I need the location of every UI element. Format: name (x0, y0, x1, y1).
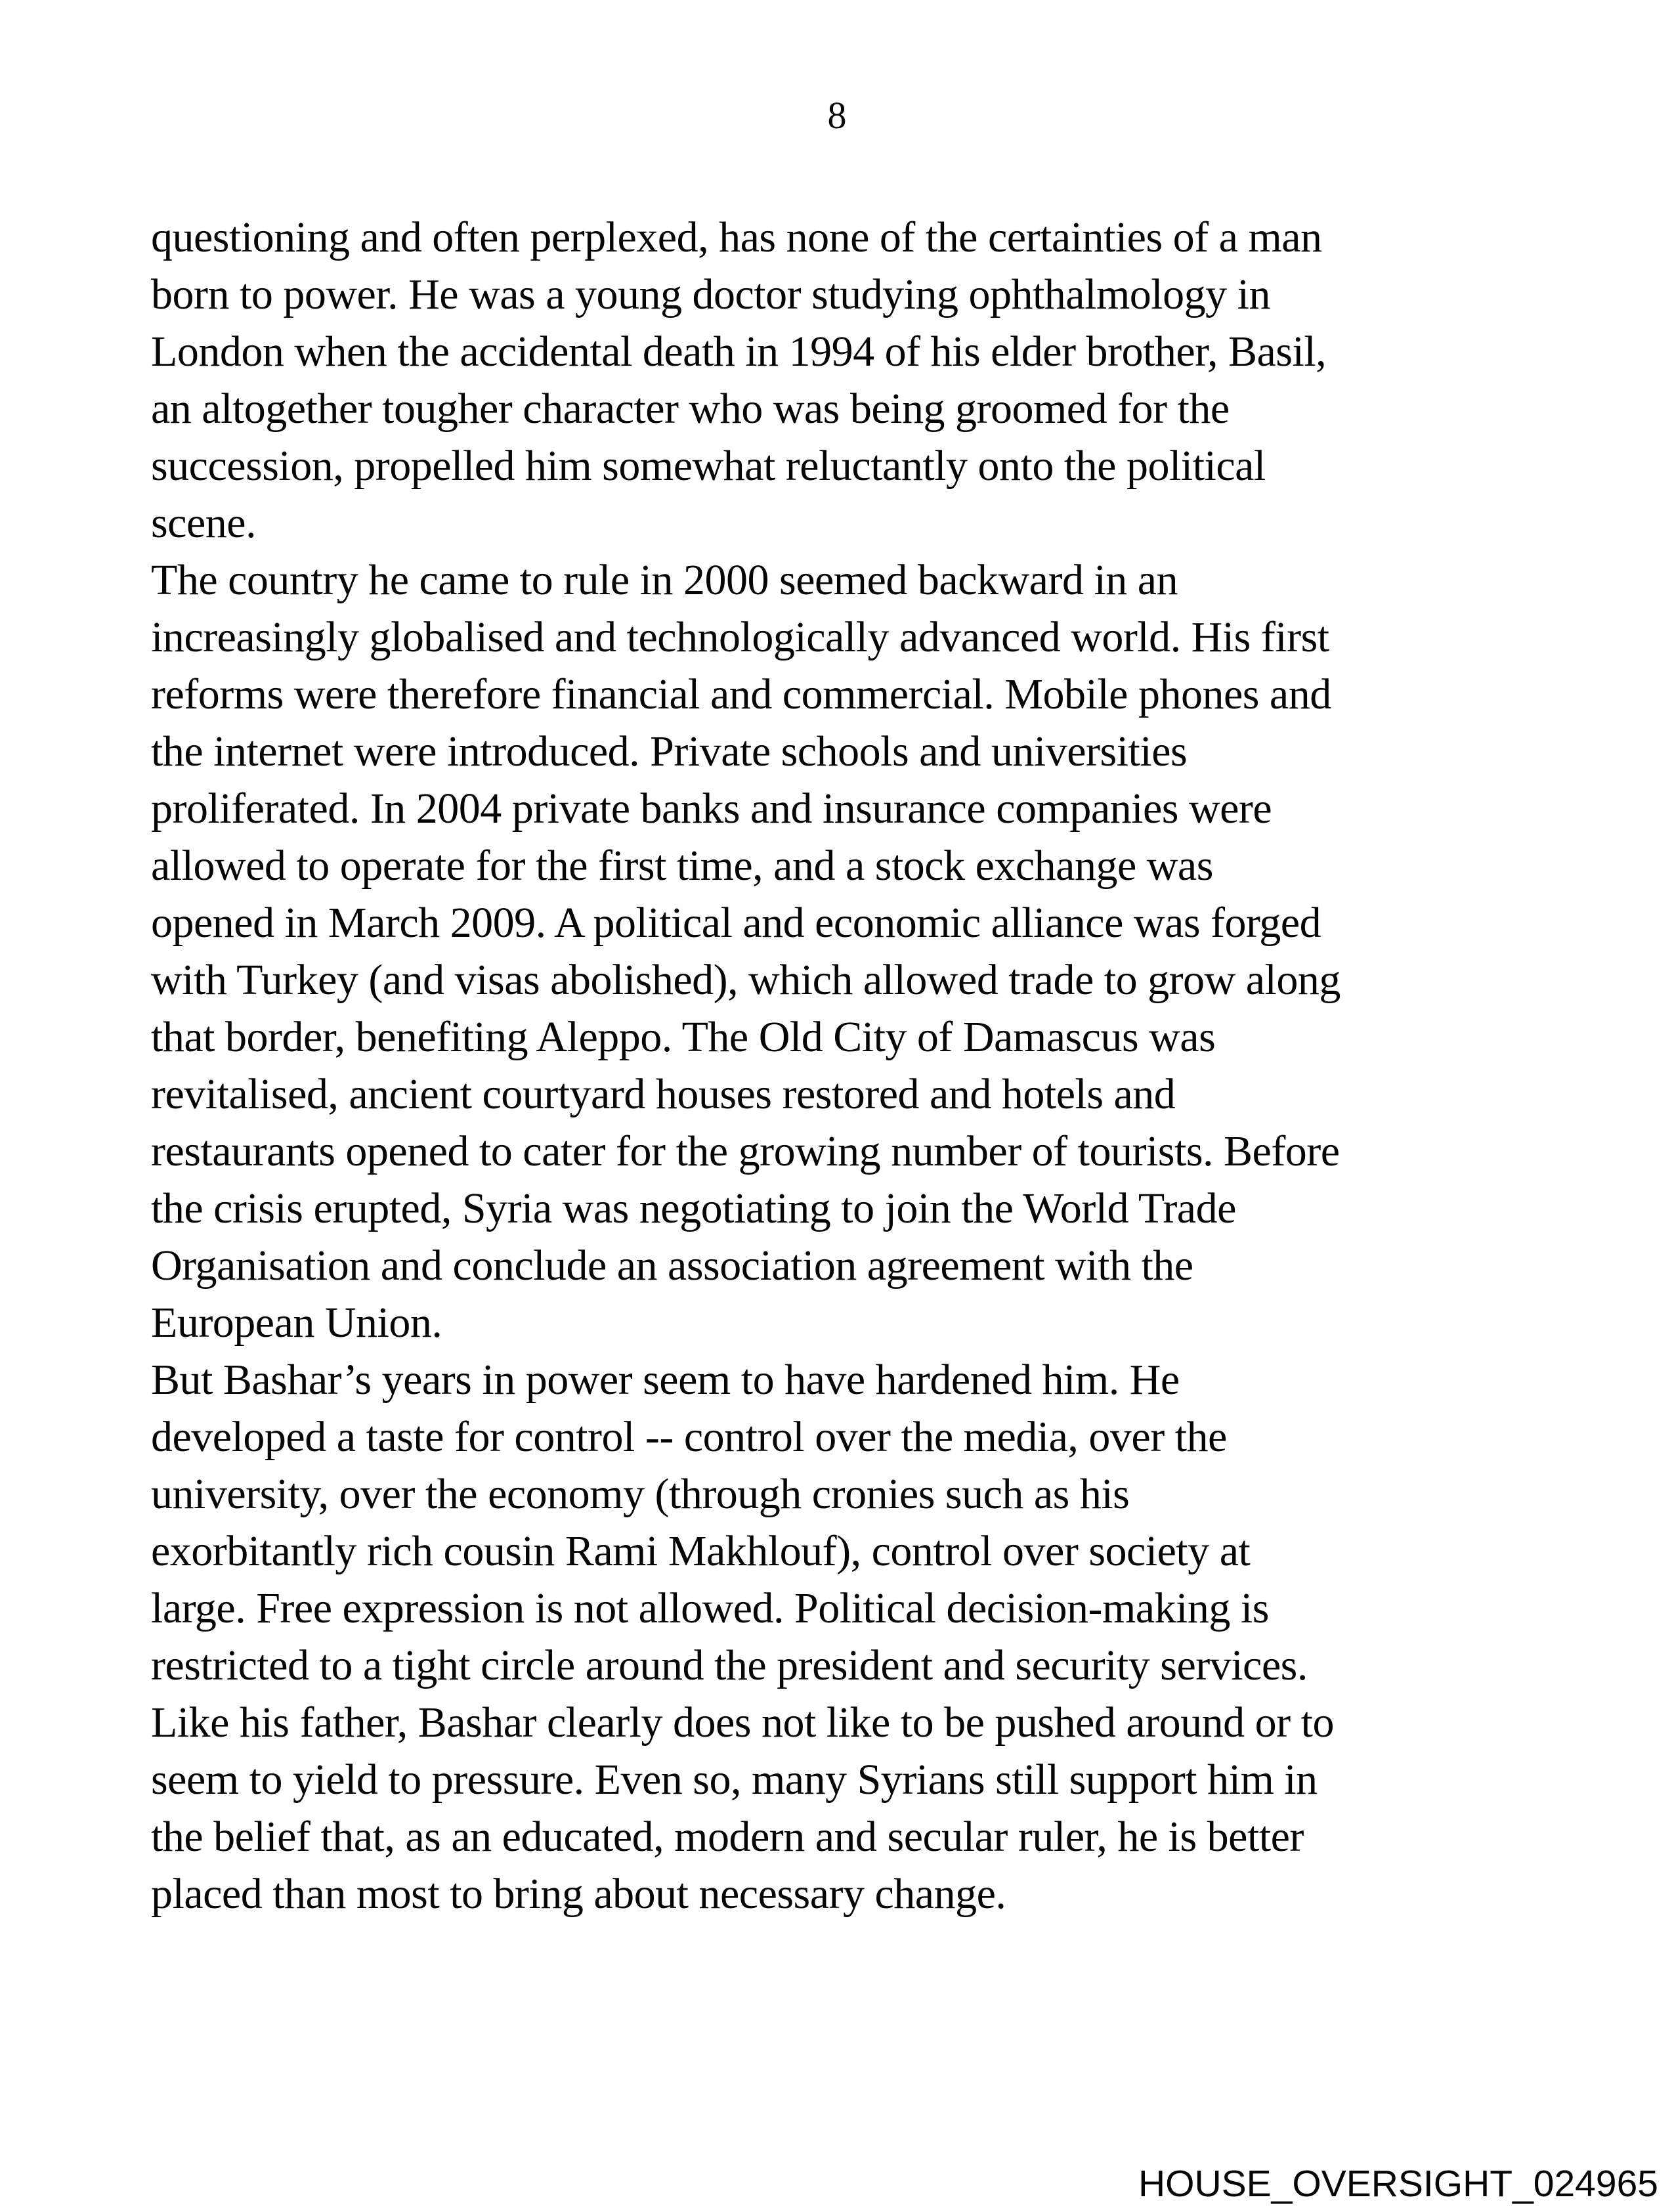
text-line: European Union. (151, 1299, 442, 1347)
text-line: opened in March 2009. A political and economic alliance was forged (151, 899, 1321, 947)
text-line: The country he came to rule in 2000 seemed backward in an (151, 556, 1178, 604)
text-line: reforms were therefore financial and commercial. Mobile phones and (151, 670, 1331, 718)
text-line: increasingly globalised and technologically advanced world. His first (151, 613, 1329, 661)
text-line: an altogether tougher character who was being groomed for the (151, 385, 1230, 433)
text-line: developed a taste for control -- control over the media, over the (151, 1413, 1227, 1461)
text-line: the belief that, as an educated, modern and secular ruler, he is better (151, 1813, 1304, 1861)
page-number: 8 (827, 94, 847, 137)
text-line: placed than most to bring about necessary change. (151, 1870, 1006, 1918)
text-line: questioning and often perplexed, has none of the certainties of a man (151, 213, 1322, 261)
text-line: the crisis erupted, Syria was negotiating to join the World Trade (151, 1184, 1236, 1232)
text-line: allowed to operate for the first time, and a stock exchange was (151, 842, 1213, 890)
paragraph-1 (151, 209, 1341, 552)
text-line: the internet were introduced. Private schools and universities (151, 727, 1188, 775)
text-line: revitalised, ancient courtyard houses restored and hotels and (151, 1070, 1176, 1118)
text-line: large. Free expression is not allowed. Political decision-making is (151, 1584, 1269, 1632)
bates-number: HOUSE_OVERSIGHT_024965 (1138, 2163, 1658, 2205)
text-line: proliferated. In 2004 private banks and insurance companies were (151, 785, 1272, 833)
text-line: But Bashar’s years in power seem to have hardened him. He (151, 1356, 1180, 1404)
text-line: with Turkey (and visas abolished), which allowed trade to grow along (151, 956, 1341, 1004)
text-line: that border, benefiting Aleppo. The Old City of Damascus was (151, 1013, 1216, 1061)
text-line: university, over the economy (through cronies such as his (151, 1470, 1130, 1518)
text-line: scene. (151, 499, 257, 547)
text-line: restricted to a tight circle around the president and security services. (151, 1641, 1308, 1689)
paragraph-2 (151, 552, 1341, 1351)
text-line: seem to yield to pressure. Even so, many Syrians still support him in (151, 1756, 1318, 1804)
text-line: exorbitantly rich cousin Rami Makhlouf), control over society at (151, 1527, 1251, 1575)
text-line: restaurants opened to cater for the growing number of tourists. Before (151, 1127, 1340, 1175)
body-text (151, 209, 1341, 1922)
text-line: born to power. He was a young doctor studying ophthalmology in (151, 271, 1270, 318)
paragraph-3 (151, 1351, 1341, 1922)
text-line: Organisation and conclude an association agreement with the (151, 1242, 1193, 1290)
text-line: Like his father, Bashar clearly does not like to be pushed around or to (151, 1699, 1334, 1746)
text-line: succession, propelled him somewhat reluctantly onto the political (151, 442, 1266, 490)
text-line: London when the accidental death in 1994 of his elder brother, Basil, (151, 328, 1327, 376)
